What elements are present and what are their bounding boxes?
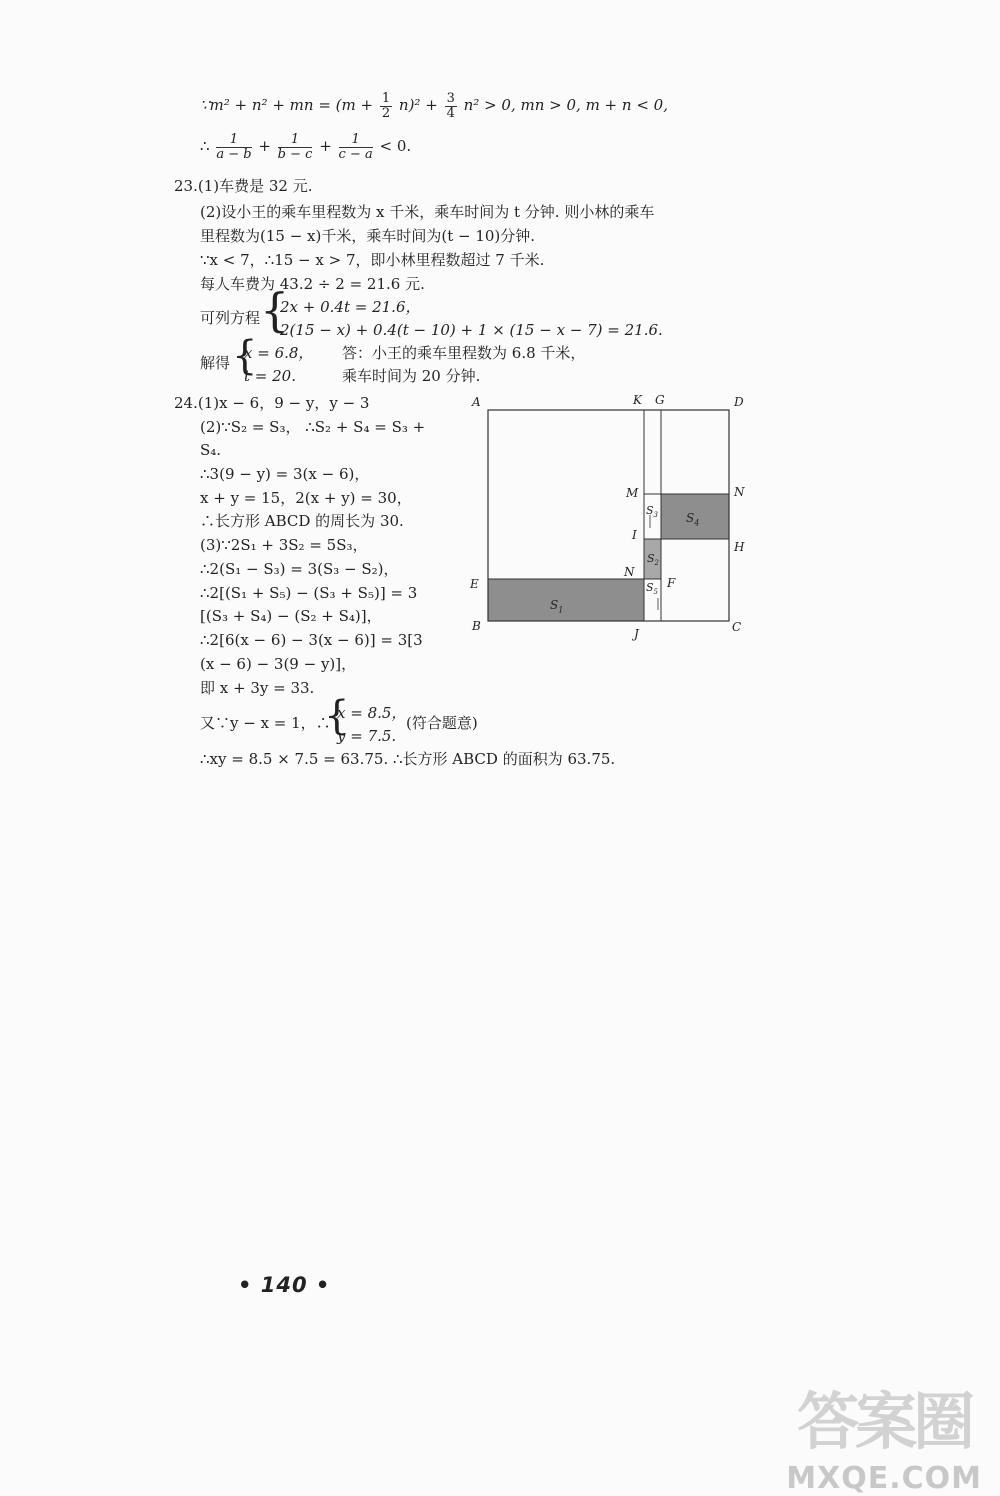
region-s1 xyxy=(488,579,644,621)
equation-1: 2x + 0.4t = 21.6， xyxy=(280,298,421,316)
brace: { xyxy=(232,333,258,379)
label-n-left: N xyxy=(624,565,635,579)
q24-line-1: 24.(1)x − 6，9 − y，y − 3 xyxy=(174,394,370,412)
q24-line-7: (3)∵2S₁ + 3S₂ = 5S₃， xyxy=(200,536,368,554)
q24-line-14-a: 又∵y − x = 1，∴ xyxy=(200,714,331,732)
label-s3: $S_3$ xyxy=(646,504,659,520)
fraction: $\frac{1}{c - a}$ xyxy=(338,132,373,162)
q24-line-15: ∴xy = 8.5 × 7.5 = 63.75. ∴长方形 ABCD 的面积为 63.75. xyxy=(200,750,616,768)
label-k: K xyxy=(633,393,642,407)
watermark xyxy=(786,1372,982,1496)
brace: { xyxy=(260,283,290,337)
label-f: F xyxy=(667,576,676,590)
q24-line-12: (x − 6) − 3(9 − y)]， xyxy=(200,655,357,673)
label-m: M xyxy=(626,486,639,500)
watermark-site: MXQE.COM xyxy=(786,1461,982,1496)
q24-line-11: ∴2[6(x − 6) − 3(x − 6)] = 3[3 xyxy=(200,631,423,649)
label-s5: $S_5$ xyxy=(646,581,659,597)
q24-line-2: (2)∵S₂ = S₃， ∴S₂ + S₄ = S₃ + xyxy=(200,418,426,436)
answer-2: 乘车时间为 20 分钟. xyxy=(342,367,481,385)
label-s1: $S_1$ xyxy=(550,598,564,615)
brace: { xyxy=(324,693,350,739)
q23-line-4: ∵x < 7，∴15 − x > 7，即小林里程数超过 7 千米. xyxy=(200,251,545,269)
fraction: $\frac{3}{4}$ xyxy=(446,91,455,121)
watermark-logo: 答案圈 xyxy=(797,1385,972,1458)
q23-line-3: 里程数为(15 − x)千米，乘车时间为(t − 10)分钟. xyxy=(200,227,536,245)
fraction: $\frac{1}{b - c}$ xyxy=(277,132,313,162)
label-h: H xyxy=(734,540,745,554)
q24-line-13: 即 x + 3y = 33. xyxy=(200,679,315,697)
q24-line-6: ∴长方形 ABCD 的周长为 30. xyxy=(200,512,404,530)
label-s4: $S_4$ xyxy=(686,511,700,528)
solution-1: x = 6.8， xyxy=(244,344,314,362)
solution-label: 解得 xyxy=(200,354,231,372)
label-e: E xyxy=(470,577,479,591)
q23-line-2: (2)设小王的乘车里程数为 x 千米，乘车时间为 t 分钟. 则小林的乘车 xyxy=(200,203,655,221)
label-a: A xyxy=(472,395,481,409)
q23-line-1: 23.(1)车费是 32 元. xyxy=(174,177,313,195)
label-s2: $S_2$ xyxy=(647,552,660,568)
q23-line-5: 每人车费为 43.2 ÷ 2 = 21.6 元. xyxy=(200,275,425,293)
q24-line-14-b: (符合题意) xyxy=(406,714,478,732)
rectangle-diagram xyxy=(464,390,764,650)
system-solution-1: x = 8.5， xyxy=(337,704,407,722)
solution-2: t = 20. xyxy=(244,367,296,385)
equation-2: 2(15 − x) + 0.4(t − 10) + 1 × (15 − x − 7) = 21.6. xyxy=(280,321,663,339)
label-i: I xyxy=(632,528,637,542)
q24-line-10: [(S₃ + S₄) − (S₂ + S₄)]， xyxy=(200,607,382,625)
label-d: D xyxy=(734,395,744,409)
q24-line-3: S₄. xyxy=(200,441,222,459)
ineq-line-2: ∴ $\frac{1}{a - b}$ + $\frac{1}{b - c}$ + $\frac{1}{c - a}$ < 0. xyxy=(200,132,412,162)
system-solution-2: y = 7.5. xyxy=(337,727,397,745)
label-g: G xyxy=(655,393,665,407)
label-c: C xyxy=(732,620,742,634)
answer-1: 答：小王的乘车里程数为 6.8 千米， xyxy=(342,344,586,362)
ineq-line-1: ∵m² + n² + mn = (m + $\frac{1}{2}$ n)² + $\frac{3}{4}$ n² > 0, mn > 0, m + n < 0, xyxy=(200,91,668,121)
label-n-right: N xyxy=(734,485,745,499)
fraction: $\frac{1}{2}$ xyxy=(381,91,391,121)
q24-line-9: ∴2[(S₁ + S₅) − (S₃ + S₅)] = 3 xyxy=(200,584,418,602)
q24-line-4: ∴3(9 − y) = 3(x − 6)， xyxy=(200,465,370,483)
label-b: B xyxy=(472,619,481,633)
q24-line-5: x + y = 15，2(x + y) = 30， xyxy=(200,489,412,507)
page-number: • 140 • xyxy=(238,1273,331,1297)
label-j: J xyxy=(634,627,639,641)
equation-label: 可列方程 xyxy=(200,309,261,327)
fraction: $\frac{1}{a - b}$ xyxy=(216,132,252,162)
q24-line-8: ∴2(S₁ − S₃) = 3(S₃ − S₂)， xyxy=(200,560,399,578)
